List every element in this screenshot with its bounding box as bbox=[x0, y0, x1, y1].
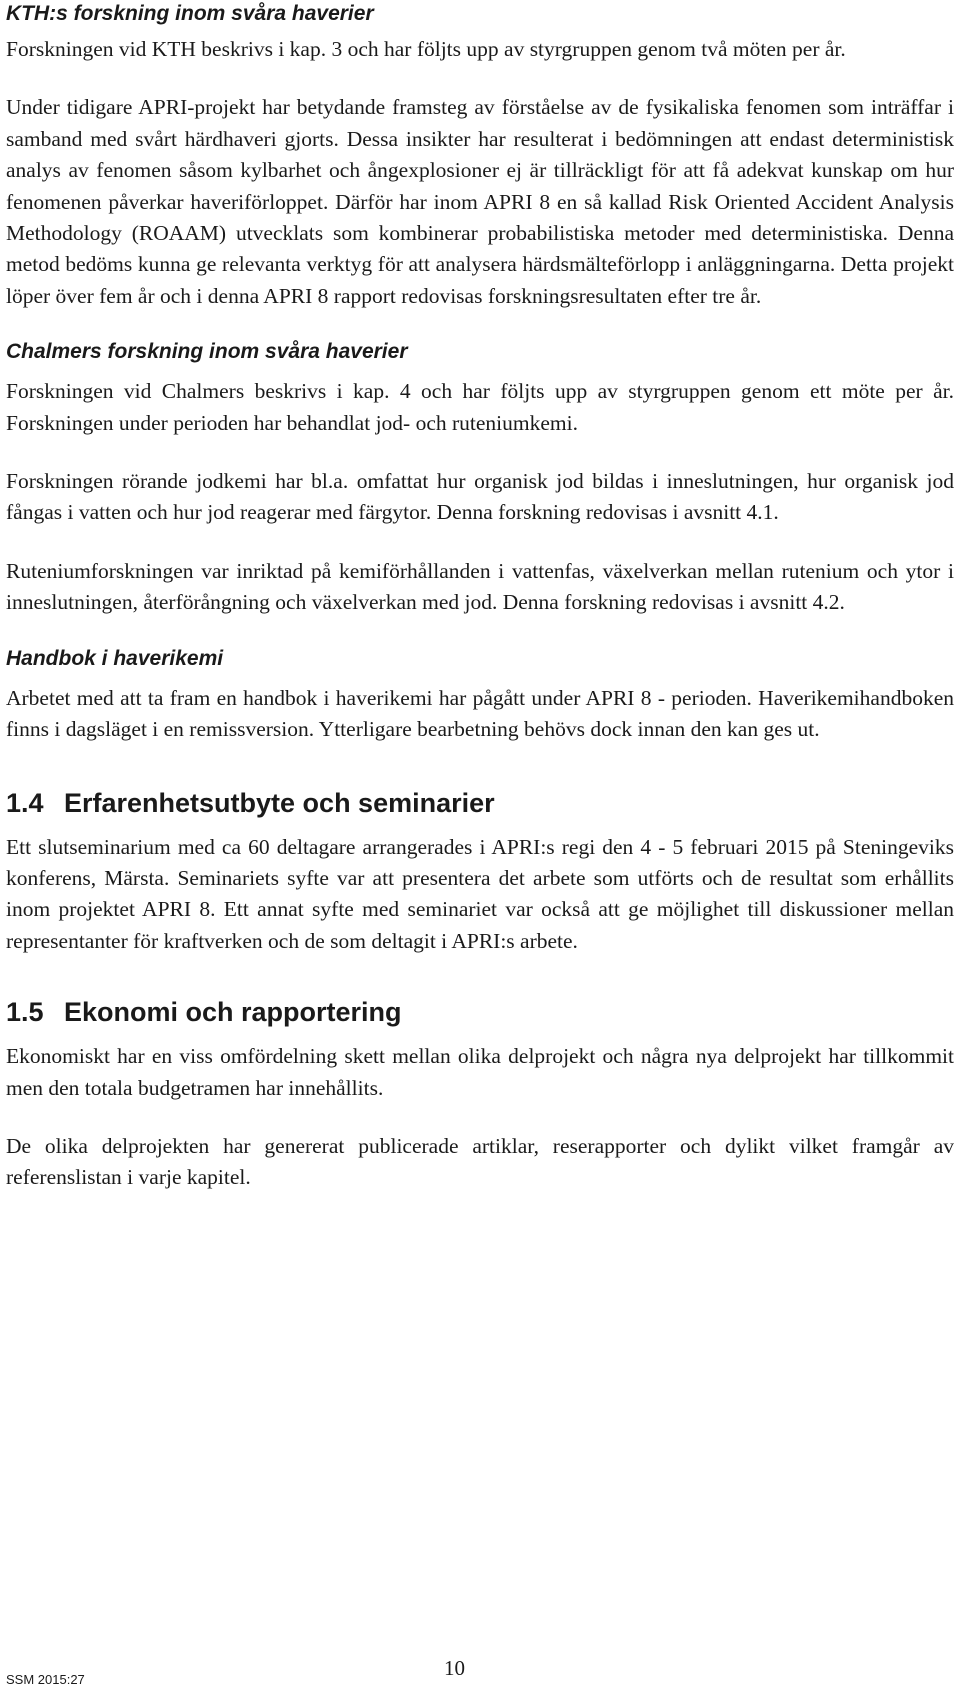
paragraph-economy-2: De olika delprojekten har genererat publicerade artiklar, reserapporter och dylikt vilket framgår av referenslistan i varje kapitel. bbox=[6, 1133, 954, 1190]
section-title: Erfarenhetsutbyte och seminarier bbox=[64, 787, 495, 818]
section-heading-1-5 bbox=[6, 995, 954, 1029]
section-heading-1-4 bbox=[6, 786, 954, 820]
section-title: Ekonomi och rapportering bbox=[64, 997, 402, 1028]
section-number: 1.5 bbox=[6, 997, 44, 1028]
heading-handbook: Handbok i haverikemi bbox=[6, 646, 224, 670]
footer-report-id: SSM 2015:27 bbox=[6, 1672, 85, 1687]
heading-kth-research: KTH:s forskning inom svåra haverier bbox=[6, 2, 374, 25]
document-page bbox=[6, 0, 954, 1194]
paragraph-economy-1: Ekonomiskt har en viss omfördelning skett mellan olika delprojekt och några nya delprojekt har tillkommit men den totala budgetramen har innehållits. bbox=[6, 1044, 954, 1100]
section-number: 1.4 bbox=[6, 787, 44, 818]
paragraph-chalmers-2: Forskningen rörande jodkemi har bl.a. omfattat hur organisk jod bildas i inneslutningen, hur organisk jod fångas i vatten och hur jod reagerar med färgytor. Denna forskning redovisas i avsnitt 4.1. bbox=[6, 469, 954, 525]
paragraph-kth-2: Under tidigare APRI-projekt har betydande framsteg av förståelse av de fysikaliska fenomen som inträffar i samband med svårt härdhaveri gjorts. Dessa insikter har resulterat i bedömningen att endast deterministisk analys av fenomen såsom kylbarhet och ångexplosioner ej är tillräckligt för att få adekvat kunskap om hur fenomenen påverkar haveriförloppet. Därför har inom APRI 8 en så kallad Risk Oriented Accident Analysis Methodology (ROAAM) utvecklats som kombinerar probabilistiska metoder med deterministiska. Denna metod bedöms kunna ge relevanta verktyg för att analysera härdsmälteförlopp i anläggningarna. Detta projekt löper över fem år och i denna APRI 8 rapport redovisas forskningsresultaten efter tre år. bbox=[6, 95, 954, 308]
paragraph-kth-1: Forskningen vid KTH beskrivs i kap. 3 och har följts upp av styrgruppen genom två möten per år. bbox=[6, 37, 846, 61]
paragraph-chalmers-1: Forskningen vid Chalmers beskrivs i kap. 4 och har följts upp av styrgruppen genom ett möte per år. Forskningen under perioden har behandlat jod- och ruteniumkemi. bbox=[6, 379, 954, 435]
paragraph-chalmers-3: Ruteniumforskningen var inriktad på kemiförhållanden i vattenfas, växelverkan mellan rutenium och ytor i inneslutningen, återförångning och växelverkan med jod. Denna forskning redovisas i avsnitt 4.2. bbox=[6, 558, 954, 615]
footer-page-number: 10 bbox=[444, 1656, 465, 1680]
paragraph-handbook-1: Arbetet med att ta fram en handbok i haverikemi har pågått under APRI 8 - perioden. Haverikemihandboken finns i dagsläget i en remissversion. Ytterligare bearbetning behövs dock innan den kan ges ut. bbox=[6, 685, 954, 742]
paragraph-seminar-1: Ett slutseminarium med ca 60 deltagare arrangerades i APRI:s regi den 4 - 5 februari 2015 på Steningeviks konferens, Märsta. Seminariets syfte var att presentera det arbete som utförts och de resultat som erhållits inom projektet APRI 8. Ett annat syfte med seminariet var också att ge möjlighet till diskussioner mellan representanter för kraftverken och de som deltagit i APRI:s arbete. bbox=[6, 834, 954, 953]
heading-chalmers-research: Chalmers forskning inom svåra haverier bbox=[6, 340, 408, 364]
